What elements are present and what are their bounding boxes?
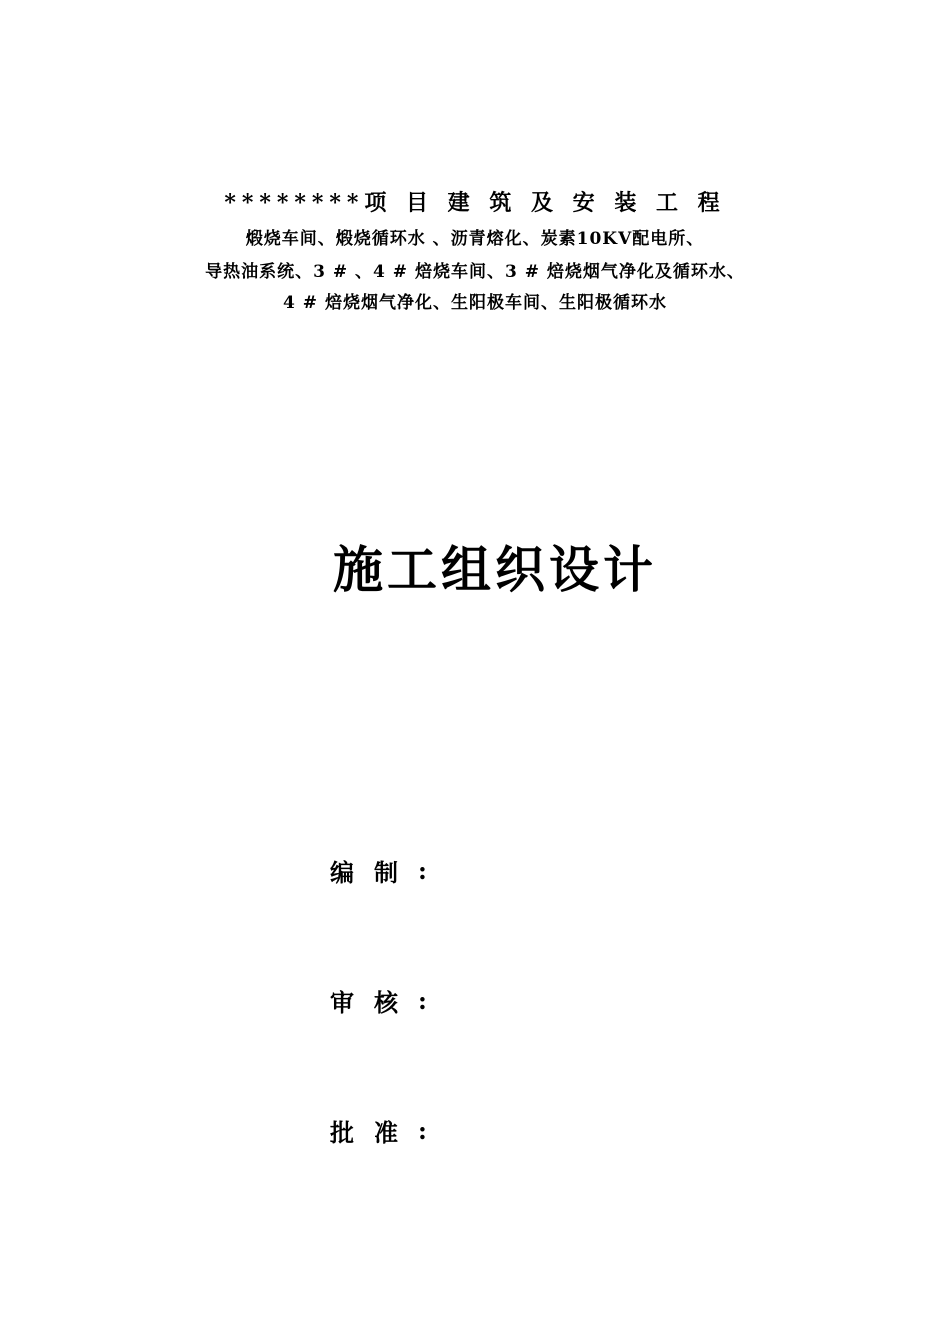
scope-line-2: 导热油系统、3 # 、4 # 焙烧车间、3 # 焙烧烟气净化及循环水、 [205,262,745,282]
compile-signature-row [330,850,427,890]
review-signature-row [330,980,427,1020]
approve-signature-row [330,1110,427,1150]
project-title: ********项 目 建 筑 及 安 装 工 程 [224,190,726,216]
review-label: 审核 [330,987,418,1017]
approve-colon: : [418,1115,427,1145]
approve-label: 批准 [330,1117,418,1147]
compile-colon: : [418,855,427,885]
review-colon: : [418,985,427,1015]
scope-line-3: 4 # 焙烧烟气净化、生阳极车间、生阳极循环水 [283,293,667,313]
compile-label: 编制 [330,857,418,887]
document-title: 施工组织设计 [333,540,657,599]
scope-line-1: 煅烧车间、煅烧循环水 、沥青熔化、炭素10KV配电所、 [245,229,705,249]
